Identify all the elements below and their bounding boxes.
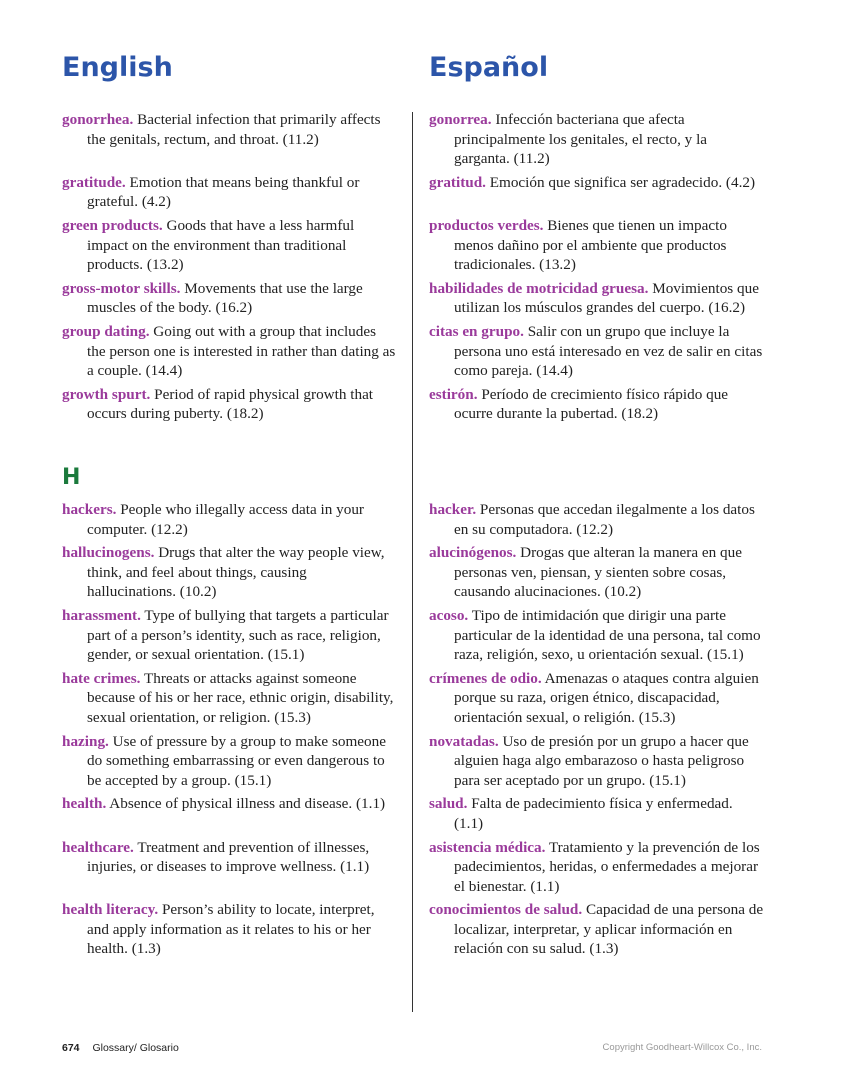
glossary-term: acoso. xyxy=(429,606,469,624)
glossary-definition: Uso de presión por un grupo a hacer que alguien haga algo embarazoso o hasta peligroso para ser aceptado por un grupo. (15.1) xyxy=(454,732,749,789)
glossary-term: health. xyxy=(62,795,107,813)
glossary-definition: Período de crecimiento físico rápido que ocurre durante la pubertad. (18.2) xyxy=(454,385,729,423)
glossary-term: estirón. xyxy=(429,385,478,403)
glossary-definition: Personas que accedan ilegalmente a los datos en su computadora. (12.2) xyxy=(454,501,755,538)
glossary-term: conocimientos de salud. xyxy=(429,901,583,919)
glossary-definition: Movimientos que utilizan los músculos grandes del cuerpo. (16.2) xyxy=(454,279,759,317)
glossary-definition: Emoción que significa ser agradecido. (4.2) xyxy=(485,173,756,191)
glossary-definition: Going out with a group that includes the person one is interested in rather than dating as a couple. (14.4) xyxy=(87,322,396,380)
glossary-term: health literacy. xyxy=(62,901,159,919)
glossary-term: crímenes de odio. xyxy=(429,669,542,687)
glossary-term: productos verdes. xyxy=(429,216,544,234)
spanish-glossary-entry xyxy=(429,900,764,959)
glossary-definition: Drugs that alter the way people view, think, and feel about things, causing hallucinations. (10.2) xyxy=(87,544,385,601)
glossary-definition: Use of pressure by a group to make someone do something embarrassing or even dangerous to be accepted by a group. (15.1) xyxy=(87,732,386,789)
glossary-term: asistencia médica. xyxy=(429,838,546,856)
spanish-glossary-entry xyxy=(429,279,764,318)
english-glossary-entry xyxy=(62,838,397,897)
english-glossary-entry xyxy=(62,669,397,728)
glossary-term: gratitud. xyxy=(429,173,486,191)
glossary-term: growth spurt. xyxy=(62,385,151,403)
spanish-glossary-entry xyxy=(429,606,764,665)
footer-section: Glossary/ Glosario xyxy=(92,1042,179,1054)
glossary-term: habilidades de motricidad gruesa. xyxy=(429,279,649,297)
glossary-definition: Tratamiento y la prevención de los padecimientos, heridas, o enfermedades a mejorar el bienestar. (1.1) xyxy=(454,838,760,895)
english-glossary-entry xyxy=(62,732,397,791)
glossary-term: gonorrhea. xyxy=(62,111,134,128)
glossary-term: novatadas. xyxy=(429,732,499,750)
english-glossary-entry xyxy=(62,322,397,381)
glossary-term: gonorrea. xyxy=(429,111,492,128)
glossary-definition: Treatment and prevention of illnesses, injuries, or diseases to improve wellness. (1.1) xyxy=(87,838,370,876)
glossary-definition: Threats or attacks against someone because of his or her race, ethnic origin, disability, sexual orientation, or religion. (15.3) xyxy=(87,669,394,726)
english-glossary-entry xyxy=(62,279,397,318)
glossary-group-h xyxy=(62,500,762,959)
glossary-group-g xyxy=(62,110,762,424)
spanish-heading: Español xyxy=(429,52,549,83)
section-heading-h: H xyxy=(62,465,81,490)
glossary-term: hallucinogens. xyxy=(62,544,155,562)
glossary-definition: Type of bullying that targets a particular part of a person’s identity, such as race, religion, gender, or sexual orientation. (15.1) xyxy=(87,606,389,664)
spanish-glossary-entry xyxy=(429,838,764,897)
spanish-glossary-entry xyxy=(429,543,764,602)
glossary-term: hazing. xyxy=(62,732,109,750)
glossary-term: hackers. xyxy=(62,501,117,518)
glossary-term: green products. xyxy=(62,216,163,234)
english-glossary-entry xyxy=(62,794,397,833)
glossary-definition: Absence of physical illness and disease. (1.1) xyxy=(106,795,386,813)
spanish-glossary-entry xyxy=(429,669,764,728)
spanish-glossary-entry xyxy=(429,500,764,539)
glossary-definition: Goods that have a less harmful impact on the environment than traditional products. (13.2) xyxy=(87,216,355,274)
glossary-term: citas en grupo. xyxy=(429,322,524,340)
glossary-definition: Bienes que tienen un impacto menos dañino por el ambiente que productos tradicionales. (13.2) xyxy=(454,216,727,274)
glossary-definition: Tipo de intimidación que dirigir una parte particular de la identidad de una persona, tal como raza, religión, sexo, u orientación sexual. (15.1) xyxy=(454,606,761,664)
spanish-glossary-entry xyxy=(429,385,764,424)
english-glossary-entry xyxy=(62,385,397,424)
glossary-definition: Infección bacteriana que afecta principalmente los genitales, el recto, y la garganta. (11.2) xyxy=(454,111,708,168)
english-glossary-entry xyxy=(62,500,397,539)
glossary-term: alucinógenos. xyxy=(429,544,517,562)
english-glossary-entry xyxy=(62,110,397,169)
glossary-term: salud. xyxy=(429,795,468,813)
spanish-glossary-entry xyxy=(429,173,764,212)
spanish-glossary-entry xyxy=(429,216,764,275)
glossary-definition: Movements that use the large muscles of the body. (16.2) xyxy=(87,279,363,317)
english-glossary-entry xyxy=(62,900,397,959)
page-number: 674 xyxy=(62,1042,80,1054)
spanish-glossary-entry xyxy=(429,794,764,833)
glossary-definition: Capacidad de una persona de localizar, interpretar, y aplicar información en relación con su salud. (1.3) xyxy=(454,901,764,958)
glossary-definition: Salir con un grupo que incluye la persona uno está interesado en vez de salir en citas como pareja. (14.4) xyxy=(454,322,763,380)
footer-left xyxy=(62,1042,179,1054)
glossary-definition: Amenazas o ataques contra alguien porque su raza, origen étnico, discapacidad, orientación sexual, o religión. (15.3) xyxy=(454,669,759,726)
spanish-glossary-entry xyxy=(429,110,764,169)
glossary-term: group dating. xyxy=(62,322,150,340)
glossary-definition: Emotion that means being thankful or grateful. (4.2) xyxy=(87,173,360,211)
english-heading: English xyxy=(62,52,173,83)
copyright: Copyright Goodheart-Willcox Co., Inc. xyxy=(602,1042,762,1053)
glossary-term: healthcare. xyxy=(62,838,134,856)
english-glossary-entry xyxy=(62,543,397,602)
glossary-term: gratitude. xyxy=(62,173,126,191)
english-glossary-entry xyxy=(62,606,397,665)
glossary-term: harassment. xyxy=(62,606,141,624)
glossary-term: hate crimes. xyxy=(62,669,141,687)
spanish-glossary-entry xyxy=(429,322,764,381)
glossary-definition: People who illegally access data in your computer. (12.2) xyxy=(87,501,364,538)
glossary-definition: Bacterial infection that primarily affects the genitals, rectum, and throat. (11.2) xyxy=(87,111,381,148)
glossary-term: gross-motor skills. xyxy=(62,279,181,297)
glossary-term: hacker. xyxy=(429,501,477,518)
spanish-glossary-entry xyxy=(429,732,764,791)
glossary-definition: Person’s ability to locate, interpret, and apply information as it relates to his or her health. (1.3) xyxy=(87,901,375,958)
english-glossary-entry xyxy=(62,216,397,275)
glossary-definition: Falta de padecimiento física y enfermedad. (1.1) xyxy=(454,795,733,832)
glossary-definition: Drogas que alteran la manera en que personas ven, piensan, y sienten sobre cosas, causando alucinaciones. (10.2) xyxy=(454,544,742,601)
glossary-definition: Period of rapid physical growth that occurs during puberty. (18.2) xyxy=(87,385,374,423)
english-glossary-entry xyxy=(62,173,397,212)
